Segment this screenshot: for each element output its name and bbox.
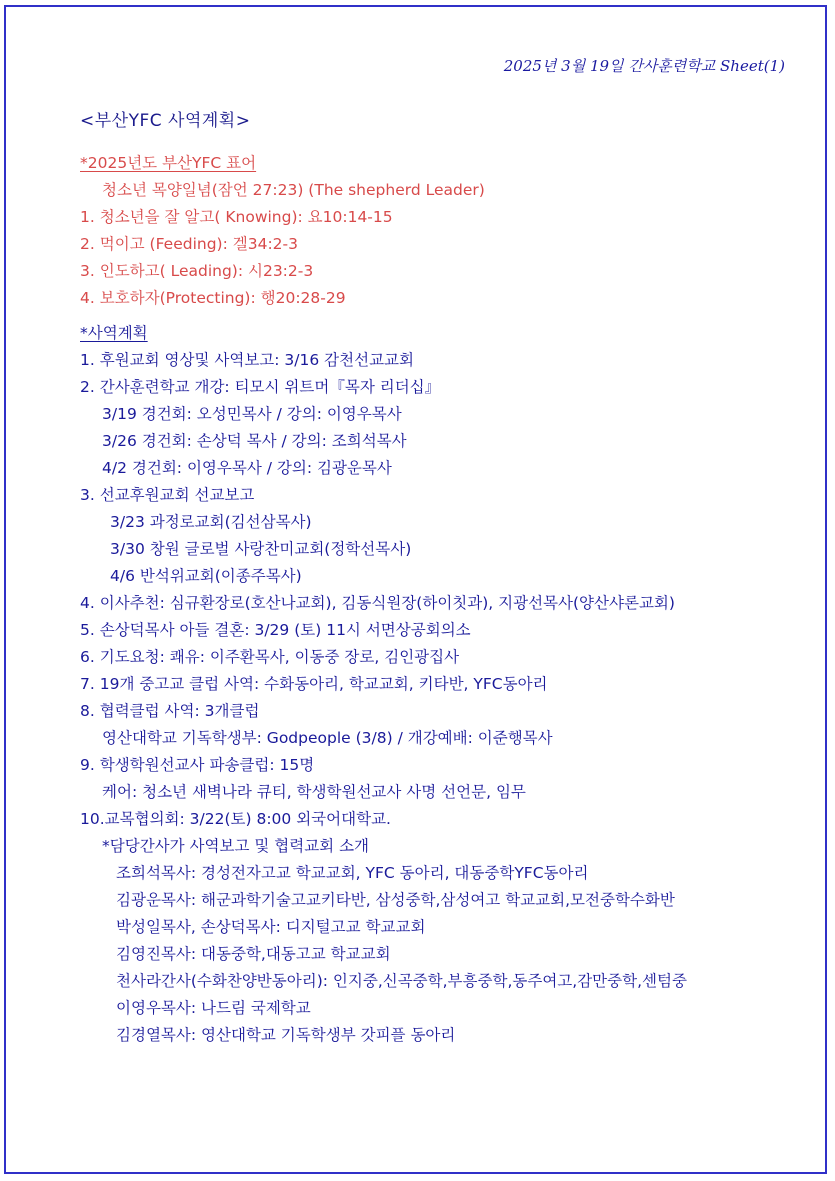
document-title: <부산YFC 사역계획> bbox=[80, 111, 251, 131]
motto-item-4: 4. 보호하자(Protecting): 행20:28-29 bbox=[80, 289, 346, 307]
plan-item-10-list-7: 김경열목사: 영산대학교 기독학생부 갓피플 동아리 bbox=[116, 1026, 456, 1044]
plan-heading: *사역계획 bbox=[80, 324, 148, 342]
plan-item-9: 9. 학생학원선교사 파송클럽: 15명 bbox=[80, 756, 315, 774]
plan-item-3-sub-1: 3/23 과정로교회(김선삼목사) bbox=[110, 513, 312, 531]
plan-item-2-sub-2: 3/26 경건회: 손상덕 목사 / 강의: 조희석목사 bbox=[102, 432, 407, 450]
plan-item-5: 5. 손상덕목사 아들 결혼: 3/29 (토) 11시 서면상공회의소 bbox=[80, 621, 471, 639]
plan-item-10-list-1: 조희석목사: 경성전자고교 학교교회, YFC 동아리, 대동중학YFC동아리 bbox=[116, 864, 589, 882]
motto-heading: *2025년도 부산YFC 표어 bbox=[80, 154, 257, 172]
plan-item-9-sub: 케어: 청소년 새벽나라 큐티, 학생학원선교사 사명 선언문, 임무 bbox=[102, 783, 526, 801]
plan-item-3-sub-2: 3/30 창원 글로벌 사랑찬미교회(정학선목사) bbox=[110, 540, 412, 558]
motto-item-3: 3. 인도하고( Leading): 시23:2-3 bbox=[80, 262, 314, 280]
section-gap bbox=[80, 312, 800, 320]
plan-item-8: 8. 협력클럽 사역: 3개클럽 bbox=[80, 702, 260, 720]
plan-item-2-sub-1: 3/19 경건회: 오성민목사 / 강의: 이영우목사 bbox=[102, 405, 402, 423]
plan-item-1: 1. 후원교회 영상및 사역보고: 3/16 감천선교교회 bbox=[80, 351, 414, 369]
plan-item-10-list-6: 이영우목사: 나드림 국제학교 bbox=[116, 999, 311, 1017]
plan-item-10-list-3: 박성일목사, 손상덕목사: 디지털고교 학교교회 bbox=[116, 918, 426, 936]
header-date-line: 2025년 3월 19일 간사훈련학교 Sheet(1) bbox=[503, 57, 785, 75]
plan-item-10-list-2: 김광운목사: 해군과학기술고교키타반, 삼성중학,삼성여고 학교교회,모전중학수화반 bbox=[116, 891, 675, 909]
plan-item-7: 7. 19개 중고교 클럽 사역: 수화동아리, 학교교회, 키타반, YFC동아리 bbox=[80, 675, 548, 693]
plan-item-3: 3. 선교후원교회 선교보고 bbox=[80, 486, 255, 504]
motto-item-1: 1. 청소년을 잘 알고( Knowing): 요10:14-15 bbox=[80, 208, 393, 226]
plan-item-2-sub-3: 4/2 경건회: 이영우목사 / 강의: 김광운목사 bbox=[102, 459, 392, 477]
document-body bbox=[80, 150, 800, 1049]
plan-item-10: 10.교목협의회: 3/22(토) 8:00 외국어대학교. bbox=[80, 810, 391, 828]
plan-item-10-list-4: 김영진목사: 대동중학,대동고교 학교교회 bbox=[116, 945, 391, 963]
plan-item-8-sub: 영산대학교 기독학생부: Godpeople (3/8) / 개강예배: 이준행목사 bbox=[102, 729, 553, 747]
plan-item-10-list-5: 천사라간사(수화찬양반동아리): 인지중,신곡중학,부흥중학,동주여고,감만중학,센텀중 bbox=[116, 972, 687, 990]
plan-item-6: 6. 기도요청: 쾌유: 이주환목사, 이동중 장로, 김인광집사 bbox=[80, 648, 460, 666]
motto-item-2: 2. 먹이고 (Feeding): 겔34:2-3 bbox=[80, 235, 298, 253]
plan-item-3-sub-3: 4/6 반석위교회(이종주목사) bbox=[110, 567, 302, 585]
plan-item-2: 2. 간사훈련학교 개강: 티모시 위트머『목자 리더십』 bbox=[80, 378, 441, 396]
plan-item-10-note: *담당간사가 사역보고 및 협력교회 소개 bbox=[102, 837, 370, 855]
plan-item-4: 4. 이사추천: 심규환장로(호산나교회), 김동식원장(하이칫과), 지광선목사(양산샤론교회) bbox=[80, 594, 675, 612]
motto-subtitle: 청소년 목양일념(잠언 27:23) (The shepherd Leader) bbox=[102, 181, 485, 199]
